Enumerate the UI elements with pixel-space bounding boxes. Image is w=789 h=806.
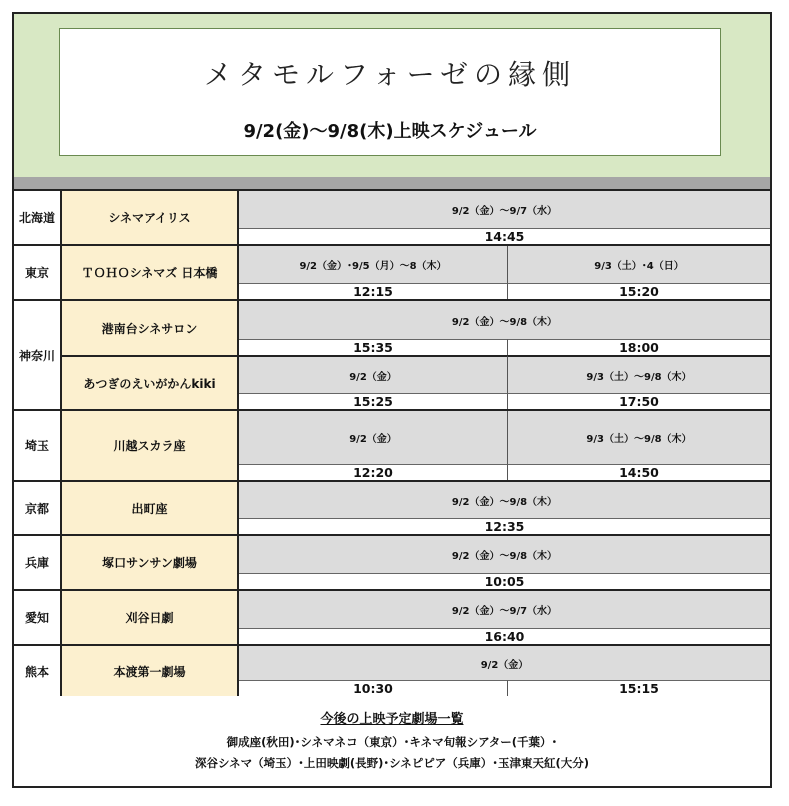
region-kanagawa — [14, 301, 770, 411]
date-cell: 9/3（土）〜9/8（木） — [507, 411, 770, 464]
time-cell: 15:25 — [239, 393, 507, 409]
time-cell: 12:20 — [239, 464, 507, 480]
region-aichi — [14, 591, 770, 646]
theater-name: 港南台シネサロン — [62, 301, 239, 355]
date-cell: 9/2（金）〜9/7（水） — [239, 591, 770, 628]
theater-name: シネマアイリス — [62, 191, 239, 244]
time-cell: 10:30 — [239, 680, 507, 696]
region-saitama — [14, 411, 770, 482]
theater-name: 川越スカラ座 — [62, 411, 239, 480]
date-cell: 9/3（土）･4（日） — [507, 246, 770, 283]
theater-name: ＴＯＨＯシネマズ 日本橋 — [62, 246, 239, 299]
date-cell: 9/2（金）〜9/7（水） — [239, 191, 770, 228]
theater-name: あつぎのえいがかんkiki — [62, 355, 239, 409]
upcoming-line-2: 深谷シネマ（埼玉）･上田映劇(長野)･シネピピア（兵庫）･玉津東天紅(大分) — [194, 756, 590, 770]
date-cell: 9/2（金） — [239, 411, 507, 464]
theater-name: 本渡第一劇場 — [62, 646, 239, 696]
date-cell: 9/2（金） — [239, 355, 507, 393]
prefecture-label: 京都 — [14, 482, 62, 534]
time-cell: 18:00 — [507, 339, 770, 355]
time-cell: 10:05 — [239, 573, 770, 589]
date-cell: 9/2（金）〜9/8（木） — [239, 536, 770, 573]
time-cell: 15:15 — [507, 680, 770, 696]
divider-strip — [14, 177, 770, 189]
film-title: メタモルフォーゼの縁側 — [203, 58, 577, 91]
schedule-subtitle: 9/2(金)〜9/8(木)上映スケジュール — [243, 121, 537, 142]
date-cell: 9/2（金）〜9/8（木） — [239, 482, 770, 518]
prefecture-label: 北海道 — [14, 191, 62, 244]
schedule-poster — [12, 12, 772, 788]
time-cell: 14:50 — [507, 464, 770, 480]
time-cell: 15:35 — [239, 339, 507, 355]
date-cell: 9/2（金）･9/5（月）〜8（木） — [239, 246, 507, 283]
upcoming-theaters — [14, 696, 770, 786]
title-box — [59, 28, 721, 156]
date-cell: 9/2（金） — [239, 646, 770, 680]
upcoming-line-1: 御成座(秋田)･シネマネコ（東京）･キネマ旬報シアター(千葉）･ — [226, 735, 558, 749]
prefecture-label: 熊本 — [14, 646, 62, 696]
time-cell: 17:50 — [507, 393, 770, 409]
upcoming-heading: 今後の上映予定劇場一覧 — [320, 712, 464, 727]
theater-name: 塚口サンサン劇場 — [62, 536, 239, 589]
header-band — [14, 14, 770, 177]
schedule-table — [14, 189, 770, 696]
date-cell: 9/3（土）〜9/8（木） — [507, 355, 770, 393]
time-cell: 12:35 — [239, 518, 770, 534]
region-kumamoto — [14, 646, 770, 698]
time-cell: 12:15 — [239, 283, 507, 299]
prefecture-label: 神奈川 — [14, 301, 62, 409]
theater-name: 刈谷日劇 — [62, 591, 239, 644]
prefecture-label: 兵庫 — [14, 536, 62, 589]
theater-name: 出町座 — [62, 482, 239, 534]
region-kyoto — [14, 482, 770, 536]
time-cell: 14:45 — [239, 228, 770, 244]
prefecture-label: 東京 — [14, 246, 62, 299]
date-cell: 9/2（金）〜9/8（木） — [239, 301, 770, 339]
region-tokyo — [14, 246, 770, 301]
region-hyogo — [14, 536, 770, 591]
region-hokkaido — [14, 191, 770, 246]
prefecture-label: 愛知 — [14, 591, 62, 644]
prefecture-label: 埼玉 — [14, 411, 62, 480]
time-cell: 16:40 — [239, 628, 770, 644]
time-cell: 15:20 — [507, 283, 770, 299]
